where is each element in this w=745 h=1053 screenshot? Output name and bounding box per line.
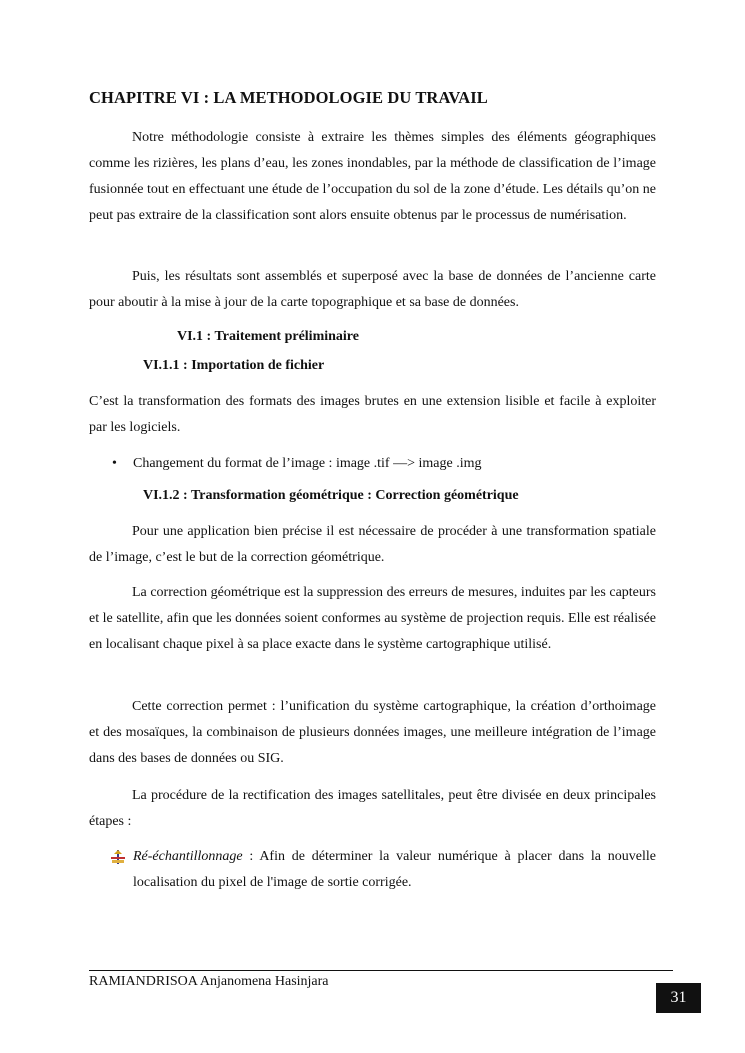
paragraph-application: Pour une application bien précise il est nécessaire de procéder à une transformation spatiale de l’image, c’est le but de la correction géométrique. — [89, 524, 656, 565]
heading-vi1: VI.1 : Traitement préliminaire — [177, 329, 359, 344]
paragraph-import: C’est la transformation des formats des images brutes en une extension lisible et facile à exploiter par les logiciels. — [89, 394, 656, 435]
heading-vi12: VI.1.2 : Transformation géométrique : Correction géométrique — [143, 488, 519, 503]
bullet-format-change: Changement du format de l’image : image .tif —> image .img — [133, 456, 482, 471]
page-number: 31 — [656, 983, 701, 1013]
heading-vi11: VI.1.1 : Importation de fichier — [143, 358, 325, 373]
resampling-item — [133, 844, 656, 896]
paragraph-unification: Cette correction permet : l’unification du système cartographique, la création d’orthoimage et des mosaïques, la combinaison de plusieurs données images, une meilleure intégration de l’image dans des bases de données ou SIG. — [89, 699, 656, 766]
paragraph-correction: La correction géométrique est la suppression des erreurs de mesures, induites par les capteurs et le satellite, afin que les données soient conformes au système de projection requis. Elle est réalisée en localisant chaque pixel à sa place exacte dans le système cartographique utilisé. — [89, 585, 656, 652]
resampling-description: : Afin de déterminer la valeur numérique à placer dans la nouvelle localisation du pixel de l'image de sortie corrigée. — [133, 849, 656, 890]
bullet-dot: • — [112, 456, 117, 471]
footer-rule — [89, 970, 673, 971]
arrow-bullet-icon — [111, 850, 125, 864]
footer-author: RAMIANDRISOA Anjanomena Hasinjara — [89, 974, 329, 989]
resampling-term: Ré-échantillonnage — [133, 849, 243, 864]
paragraph-procedure: La procédure de la rectification des images satellitales, peut être divisée en deux principales étapes : — [89, 788, 656, 829]
chapter-title: CHAPITRE VI : LA METHODOLOGIE DU TRAVAIL — [89, 88, 488, 107]
paragraph-intro: Notre méthodologie consiste à extraire les thèmes simples des éléments géographiques comme les rizières, les plans d’eau, les zones inondables, par la méthode de classification de l’image fusionnée tout en effectuant une étude de l’occupation du sol de la zone d’étude. Les détails qu’on ne peut pas extraire de la classification sont alors ensuite obtenus par le processus de numérisation. — [89, 130, 656, 223]
paragraph-assembly: Puis, les résultats sont assemblés et superposé avec la base de données de l’ancienne carte pour aboutir à la mise à jour de la carte topographique et sa base de données. — [89, 269, 656, 310]
